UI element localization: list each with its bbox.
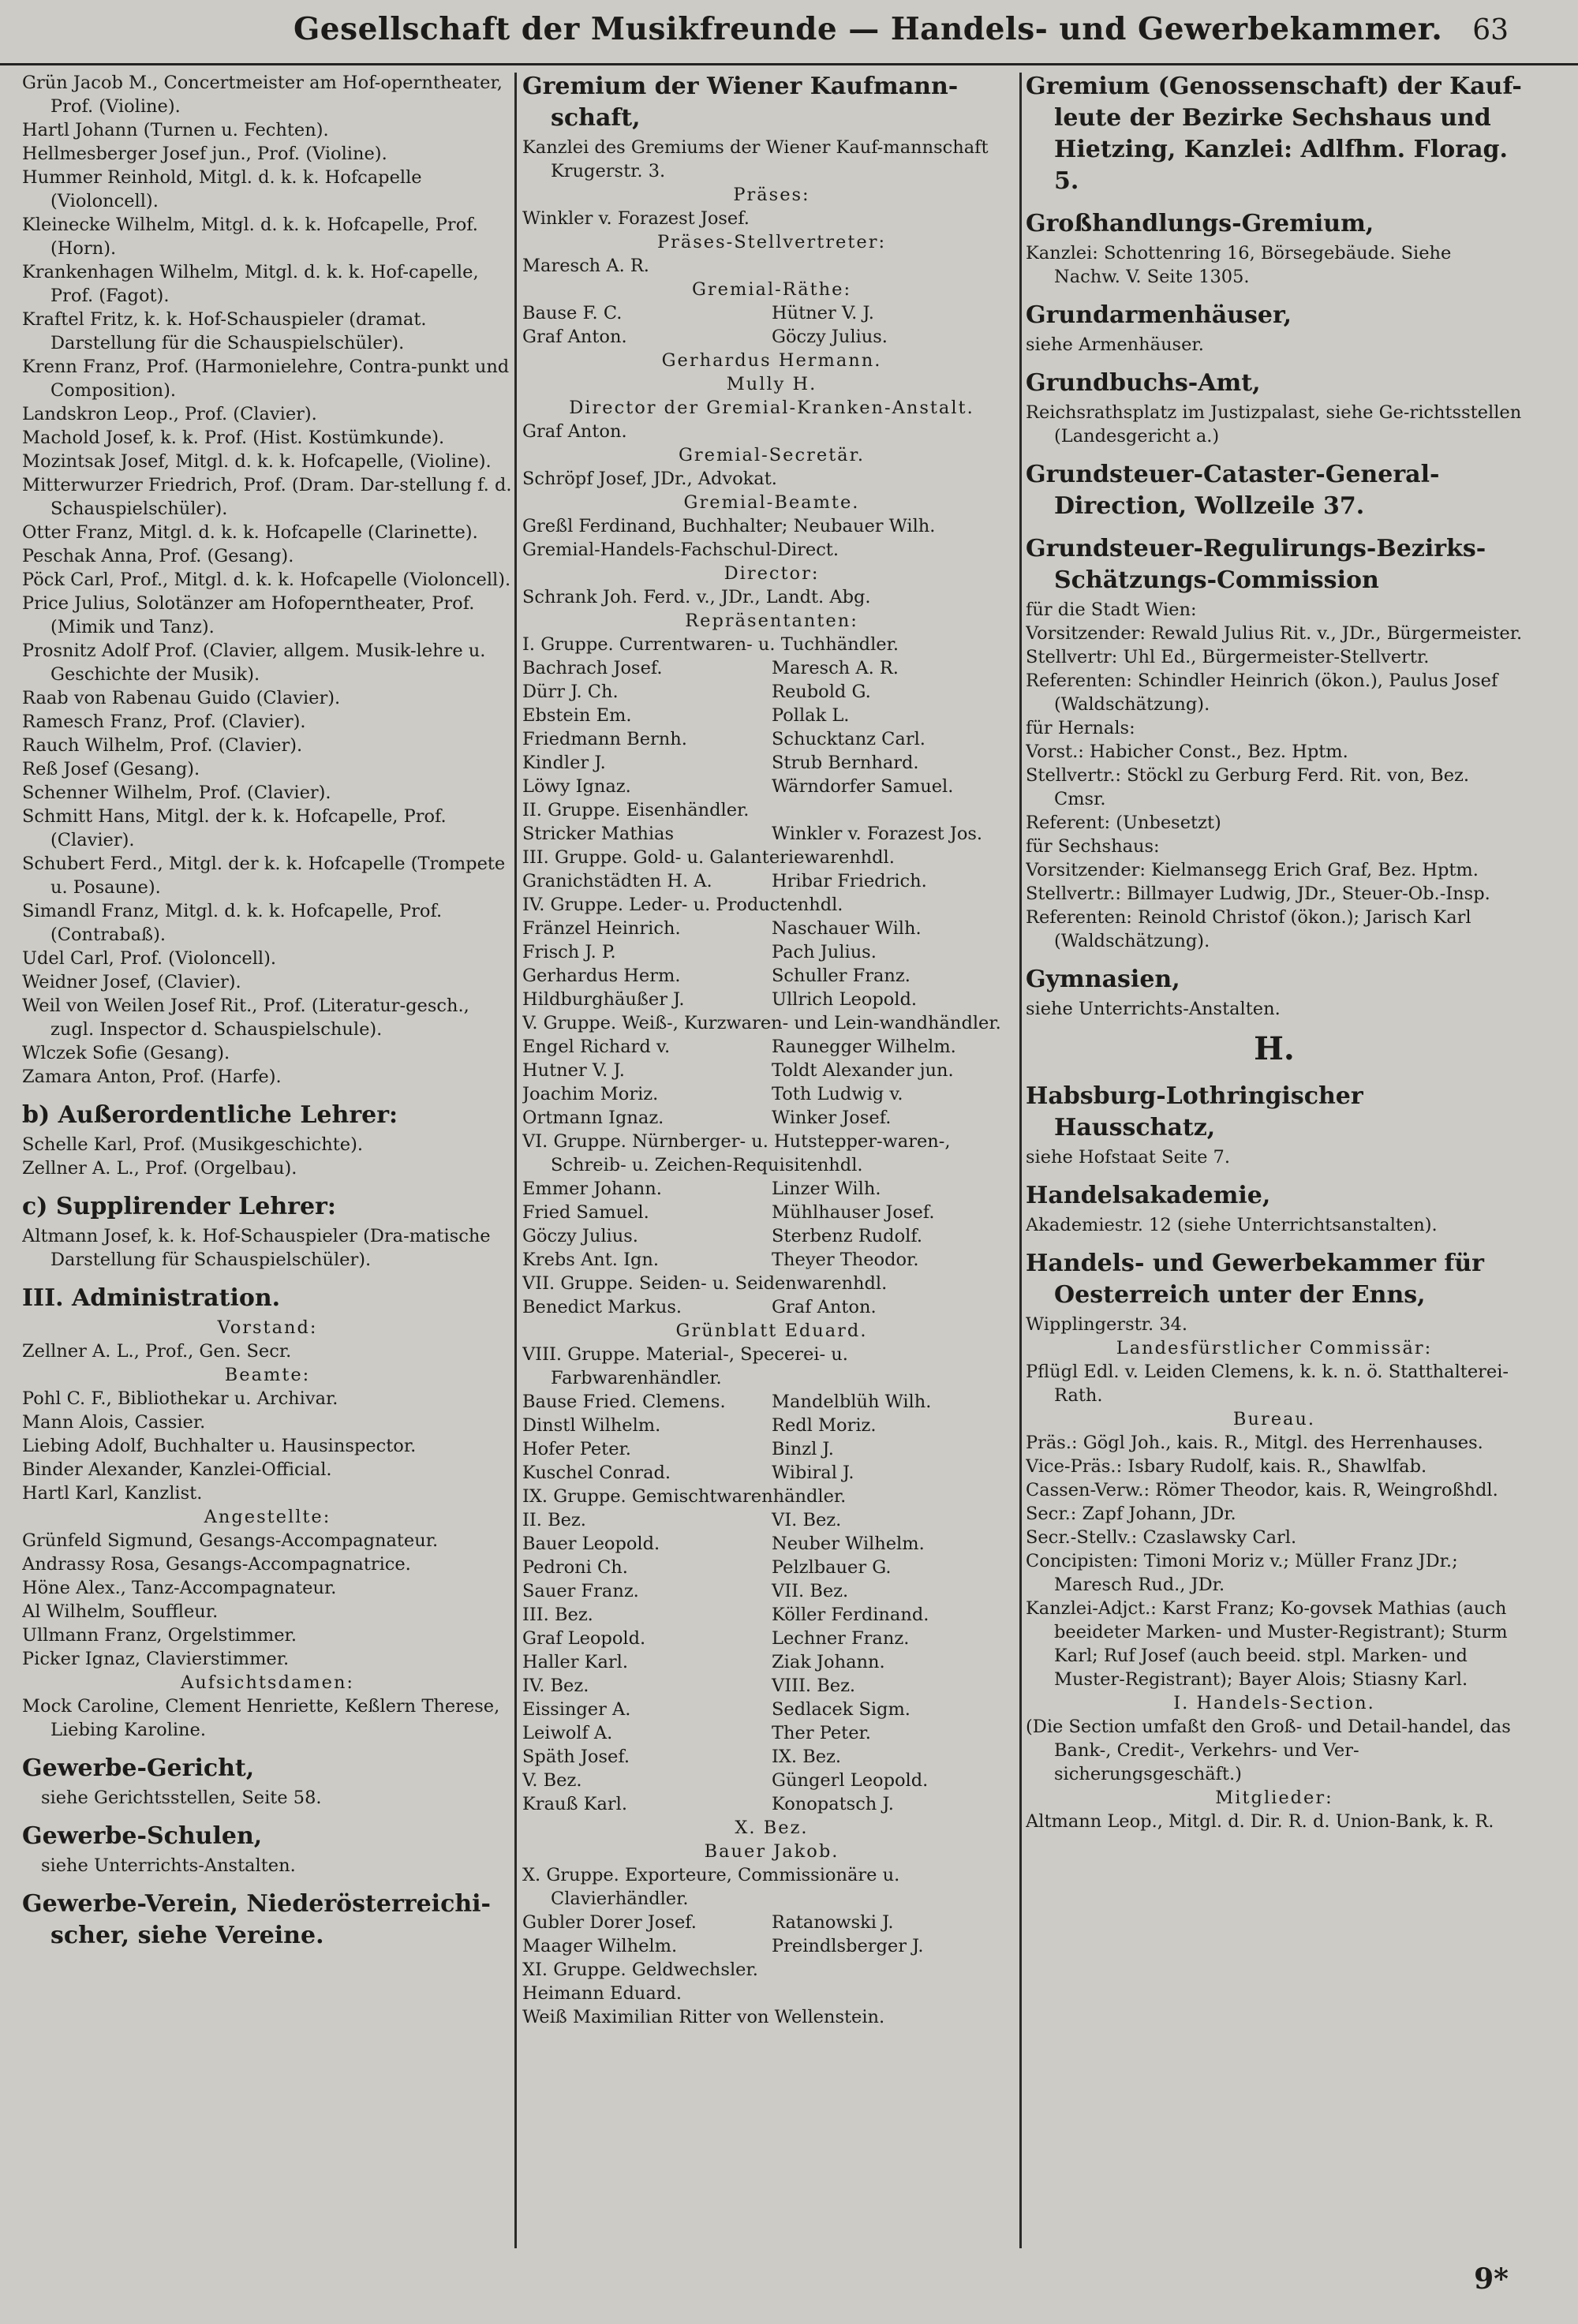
entry: Vorst.: Habicher Const., Bez. Hptm. — [1026, 742, 1348, 762]
entry: Mitterwurzer Friedrich, Prof. (Dram. Dar-stellung f. d. Schauspielschüler). — [22, 475, 512, 519]
entry: Wlczek Sofie (Gesang). — [22, 1043, 230, 1063]
entry: siehe Armenhäuser. — [1026, 334, 1204, 355]
entry-pair — [522, 775, 1021, 798]
entry: für Hernals: — [1026, 718, 1135, 738]
entry: Kanzlei: Schottenring 16, Börsegebäude. Siehe Nachw. V. Seite 1305. — [1026, 243, 1452, 287]
entry-name: Ziak Johann. — [772, 1652, 885, 1672]
entry-name: Hribar Friedrich. — [772, 871, 927, 891]
entry: Wipplingerstr. 34. — [1026, 1314, 1188, 1335]
entry-pair — [522, 1295, 1021, 1319]
entry-pair — [522, 1532, 1021, 1556]
entry: Schmitt Hans, Mitgl. der k. k. Hofcapelle, Prof. (Clavier). — [22, 806, 447, 850]
entry-pair — [522, 727, 1021, 751]
entry-pair — [522, 1414, 1021, 1437]
entry: Otter Franz, Mitgl. d. k. k. Hofcapelle (Clarinette). — [22, 522, 478, 543]
subheading: Gremial-Secretär. — [678, 445, 866, 465]
subheading: Bureau. — [1232, 1409, 1316, 1429]
entry-pair — [522, 680, 1021, 704]
entry: VIII. Gruppe. Material-, Specerei- u. Farbwarenhändler. — [522, 1344, 848, 1388]
entry: IV. Gruppe. Leder- u. Productenhdl. — [522, 895, 843, 915]
subheading: Director der Gremial-Kranken-Anstalt. — [569, 398, 974, 418]
entry: Greßl Ferdinand, Buchhalter; Neubauer Wilh. — [522, 516, 936, 536]
subheading: Grünblatt Eduard. — [675, 1321, 868, 1341]
section-heading: Gremium der Wiener Kaufmann-schaft, — [522, 73, 959, 132]
section-heading: Grundarmenhäuser, — [1026, 301, 1292, 329]
entry-name: II. Bez. — [522, 1510, 586, 1530]
cross-reference: siehe Unterrichts-Anstalten. — [41, 1855, 296, 1876]
entry-pair — [522, 325, 1021, 349]
entry-name: Pedroni Ch. — [522, 1557, 628, 1578]
entry: Heimann Eduard. — [522, 1983, 682, 2004]
subheading: X. Bez. — [735, 1818, 809, 1838]
entry-name: Eissinger A. — [522, 1699, 631, 1720]
entry: Kanzlei des Gremiums der Wiener Kauf-mannschaft Krugerstr. 3. — [522, 137, 989, 181]
section-heading: Gewerbe-Schulen, — [22, 1822, 263, 1850]
entry: Krankenhagen Wilhelm, Mitgl. d. k. k. Hof-capelle, Prof. (Fagot). — [22, 262, 479, 306]
entry-pair — [522, 1674, 1021, 1698]
subheading: Aufsichtsdamen: — [180, 1672, 355, 1693]
entry-name: Fried Samuel. — [522, 1202, 649, 1223]
entry-name: Graf Anton. — [772, 1297, 877, 1317]
entry-pair — [522, 1721, 1021, 1745]
entry: Raab von Rabenau Guido (Clavier). — [22, 688, 341, 708]
entry-name: Emmer Johann. — [522, 1179, 662, 1199]
entry-pair — [522, 656, 1021, 680]
entry: Kleinecke Wilhelm, Mitgl. d. k. k. Hofcapelle, Prof. (Horn). — [22, 215, 478, 259]
entry-pair — [522, 1059, 1021, 1082]
entry-name: Strub Bernhard. — [772, 753, 919, 773]
entry-name: Schucktanz Carl. — [772, 729, 925, 749]
entry: Peschak Anna, Prof. (Gesang). — [22, 546, 294, 566]
entry: Reß Josef (Gesang). — [22, 759, 200, 779]
column-rule-1 — [514, 73, 517, 2248]
entry-name: Mühlhauser Josef. — [772, 1202, 935, 1223]
entry-pair — [522, 1911, 1021, 1934]
entry-pair — [522, 1177, 1021, 1201]
entry-name: Binzl J. — [772, 1439, 834, 1459]
entry-name: Joachim Moriz. — [522, 1084, 659, 1104]
running-header — [0, 0, 1578, 65]
entry: VII. Gruppe. Seiden- u. Seidenwarenhdl. — [522, 1273, 888, 1294]
entry: Höne Alex., Tanz-Accompagnateur. — [22, 1578, 337, 1598]
entry-name: Pollak L. — [772, 705, 850, 726]
entry-name: Mandelblüh Wilh. — [772, 1392, 932, 1412]
entry-name: Stricker Mathias — [522, 824, 675, 844]
entry-name: Maresch A. R. — [772, 658, 899, 678]
entry-name: Wärndorfer Samuel. — [772, 776, 954, 797]
entry-name: Graf Anton. — [522, 327, 627, 347]
entry-name: Leiwolf A. — [522, 1723, 613, 1743]
entry: X. Gruppe. Exporteure, Commissionäre u. Clavierhändler. — [522, 1865, 900, 1909]
entry: Reichsrathsplatz im Justizpalast, siehe Ge-richtsstellen (Landesgericht a.) — [1026, 402, 1522, 446]
entry-pair — [522, 1579, 1021, 1603]
section-heading: Grundbuchs-Amt, — [1026, 369, 1261, 397]
entry-name: Ther Peter. — [772, 1723, 871, 1743]
entry: I. Gruppe. Currentwaren- u. Tuchhändler. — [522, 634, 899, 655]
section-heading: b) Außerordentliche Lehrer: — [22, 1101, 398, 1129]
subheading: Mully H. — [726, 374, 817, 394]
entry-name: Ratanowski J. — [772, 1912, 894, 1933]
subheading: Landesfürstlicher Commissär: — [1116, 1338, 1433, 1358]
entry: Simandl Franz, Mitgl. d. k. k. Hofcapelle, Prof. (Contrabaß). — [22, 901, 443, 945]
entry-pair — [522, 1934, 1021, 1958]
entry: Price Julius, Solotänzer am Hofoperntheater, Prof. (Mimik und Tanz). — [22, 593, 475, 637]
section-heading: Gewerbe-Gericht, — [22, 1754, 255, 1782]
entry: Referenten: Reinold Christof (ökon.); Jarisch Karl (Waldschätzung). — [1026, 907, 1471, 951]
column-middle — [522, 71, 1021, 2248]
entry: Vorsitzender: Rewald Julius Rit. v., JDr., Bürgermeister. — [1026, 623, 1523, 644]
entry-name: Naschauer Wilh. — [772, 918, 922, 939]
entry-name: Bachrach Josef. — [522, 658, 663, 678]
subheading: Vorstand: — [217, 1317, 318, 1338]
entry: Präs.: Gögl Joh., kais. R., Mitgl. des Herrenhauses. — [1026, 1433, 1483, 1453]
entry-name: Gubler Dorer Josef. — [522, 1912, 697, 1933]
entry-name: Ullrich Leopold. — [772, 989, 918, 1010]
entry: Ullmann Franz, Orgelstimmer. — [22, 1625, 297, 1646]
entry: Kanzlei-Adjct.: Karst Franz; Ko-govsek Mathias (auch beeideter Marken- und Muster-Registrant); Sturm Karl; Ruf Josef (auch beeid. stpl. Marken- und Muster-Registrant); Bayer Alois; Stiasny Karl. — [1026, 1598, 1508, 1690]
subheading: I. Handels-Section. — [1173, 1693, 1375, 1713]
entry-name: Wibiral J. — [772, 1463, 854, 1483]
entry-pair — [522, 940, 1021, 964]
entry: Liebing Adolf, Buchhalter u. Hausinspector. — [22, 1436, 417, 1456]
entry-name: Fränzel Heinrich. — [522, 918, 681, 939]
entry: Grün Jacob M., Concertmeister am Hof-operntheater, Prof. (Violine). — [22, 73, 503, 117]
entry: Stellvertr: Uhl Ed., Bürgermeister-Stellvertr. — [1026, 647, 1430, 667]
section-heading: Handels- und Gewerbekammer für Oesterreich unter der Enns, — [1026, 1250, 1484, 1309]
entry-name: Hütner V. J. — [772, 303, 874, 323]
entry-name: Preindlsberger J. — [772, 1936, 924, 1956]
entry: Schröpf Josef, JDr., Advokat. — [522, 469, 777, 489]
entry-name: Frisch J. P. — [522, 942, 616, 962]
signature-mark: 9* — [1474, 2262, 1509, 2296]
letter-heading: H. — [1254, 1030, 1295, 1067]
entry: Al Wilhelm, Souffleur. — [22, 1601, 219, 1622]
entry-name: Granichstädten H. A. — [522, 871, 712, 891]
subheading: Beamte: — [224, 1365, 311, 1385]
entry-pair — [522, 1106, 1021, 1130]
entry: Zamara Anton, Prof. (Harfe). — [22, 1067, 282, 1087]
entry-name: Hofer Peter. — [522, 1439, 631, 1459]
cross-reference: siehe Gerichtsstellen, Seite 58. — [41, 1788, 322, 1808]
entry-pair — [522, 1792, 1021, 1816]
entry: Gremial-Handels-Fachschul-Direct. — [522, 540, 839, 560]
entry-name: V. Bez. — [522, 1770, 582, 1791]
entry: Weiß Maximilian Ritter von Wellenstein. — [522, 2007, 885, 2027]
entry-pair — [522, 1461, 1021, 1485]
entry-name: Raunegger Wilhelm. — [772, 1037, 956, 1057]
entry: Weil von Weilen Josef Rit., Prof. (Literatur-gesch., zugl. Inspector d. Schauspielschule). — [22, 996, 469, 1040]
entry: siehe Hofstaat Seite 7. — [1026, 1147, 1231, 1168]
entry: Schubert Ferd., Mitgl. der k. k. Hofcapelle (Trompete u. Posaune). — [22, 854, 506, 898]
entry-pair — [522, 1082, 1021, 1106]
section-heading: III. Administration. — [22, 1284, 281, 1312]
entry: Mozintsak Josef, Mitgl. d. k. k. Hofcapelle, (Violine). — [22, 451, 492, 472]
entry-name: Ortmann Ignaz. — [522, 1108, 664, 1128]
entry-name: Sedlacek Sigm. — [772, 1699, 911, 1720]
entry: Zellner A. L., Prof. (Orgelbau). — [22, 1158, 297, 1179]
entry: Secr.: Zapf Johann, JDr. — [1026, 1504, 1236, 1524]
entry: Concipisten: Timoni Moriz v.; Müller Franz JDr.; Maresch Rud., JDr. — [1026, 1551, 1458, 1595]
subheading: Repräsentanten: — [685, 611, 858, 631]
entry: Secr.-Stellv.: Czaslawsky Carl. — [1026, 1527, 1297, 1548]
entry-pair — [522, 1627, 1021, 1650]
entry-pair — [522, 964, 1021, 988]
entry-pair — [522, 1201, 1021, 1224]
entry-name: Theyer Theodor. — [772, 1250, 919, 1270]
entry: XI. Gruppe. Geldwechsler. — [522, 1960, 758, 1980]
entry-name: Bause F. C. — [522, 303, 623, 323]
entry: Pöck Carl, Prof., Mitgl. d. k. k. Hofcapelle (Violoncell). — [22, 570, 511, 590]
entry-name: Konopatsch J. — [772, 1794, 894, 1814]
entry-name: Friedmann Bernh. — [522, 729, 687, 749]
entry-pair — [522, 1603, 1021, 1627]
entry-pair — [522, 1745, 1021, 1769]
entry-name: IX. Bez. — [772, 1747, 842, 1767]
entry: Vice-Präs.: Isbary Rudolf, kais. R., Shawlfab. — [1026, 1456, 1427, 1477]
entry-name: Göczy Julius. — [772, 327, 888, 347]
section-heading: Gremium (Genossenschaft) der Kauf-leute der Bezirke Sechshaus und Hietzing, Kanzlei: Adlfhm. Florag. 5. — [1026, 73, 1522, 195]
entry: Vorsitzender: Kielmansegg Erich Graf, Bez. Hptm. — [1026, 860, 1479, 880]
entry: Referent: (Unbesetzt) — [1026, 813, 1221, 833]
entry-name: Krauß Karl. — [522, 1794, 627, 1814]
entry: Hartl Johann (Turnen u. Fechten). — [22, 120, 329, 140]
entry: Akademiestr. 12 (siehe Unterrichtsanstalten). — [1026, 1215, 1438, 1235]
subheading: Präses: — [733, 185, 810, 205]
entry-name: VII. Bez. — [772, 1581, 849, 1601]
entry: Hellmesberger Josef jun., Prof. (Violine). — [22, 144, 387, 164]
entry: Hartl Karl, Kanzlist. — [22, 1483, 203, 1504]
section-heading: Gymnasien, — [1026, 966, 1180, 993]
entry: Machold Josef, k. k. Prof. (Hist. Kostümkunde). — [22, 428, 445, 448]
entry: Cassen-Verw.: Römer Theodor, kais. R, Weingroßhdl. — [1026, 1480, 1498, 1500]
entry: Krenn Franz, Prof. (Harmonielehre, Contra-punkt und Composition). — [22, 357, 510, 401]
entry: Winkler v. Forazest Josef. — [522, 208, 750, 229]
entry: (Die Section umfaßt den Groß- und Detail-handel, das Bank-, Credit-, Verkehrs- und Ver-sicherungsgeschäft.) — [1026, 1717, 1511, 1784]
entry-pair — [522, 1035, 1021, 1059]
entry-name: Güngerl Leopold. — [772, 1770, 929, 1791]
entry: Referenten: Schindler Heinrich (ökon.), Paulus Josef (Waldschätzung). — [1026, 671, 1498, 715]
entry: III. Gruppe. Gold- u. Galanteriewarenhdl. — [522, 847, 895, 868]
entry-name: Lechner Franz. — [772, 1628, 910, 1649]
subheading: Gerhardus Hermann. — [661, 350, 882, 371]
entry-name: Späth Josef. — [522, 1747, 630, 1767]
entry: für die Stadt Wien: — [1026, 600, 1197, 620]
entry-name: Redl Moriz. — [772, 1415, 877, 1436]
entry-pair — [522, 704, 1021, 727]
entry: Mock Caroline, Clement Henriette, Keßlern Therese, Liebing Karoline. — [22, 1696, 500, 1740]
entry: Grünfeld Sigmund, Gesangs-Accompagnateur. — [22, 1530, 439, 1551]
entry: Stellvertr.: Stöckl zu Gerburg Ferd. Rit. von, Bez. Cmsr. — [1026, 765, 1470, 809]
entry: Schenner Wilhelm, Prof. (Clavier). — [22, 783, 331, 803]
entry-name: Pach Julius. — [772, 942, 877, 962]
entry-name: Dinstl Wilhelm. — [522, 1415, 661, 1436]
entry-pair — [522, 1224, 1021, 1248]
entry-pair — [522, 869, 1021, 893]
entry: Picker Ignaz, Clavierstimmer. — [22, 1649, 290, 1669]
entry: siehe Unterrichts-Anstalten. — [1026, 999, 1281, 1019]
entry: Zellner A. L., Prof., Gen. Secr. — [22, 1341, 292, 1362]
entry: Binder Alexander, Kanzlei-Official. — [22, 1459, 332, 1480]
entry: Pohl C. F., Bibliothekar u. Archivar. — [22, 1388, 338, 1409]
entry-name: VI. Bez. — [772, 1510, 842, 1530]
entry-name: Maager Wilhelm. — [522, 1936, 678, 1956]
entry-name: Hutner V. J. — [522, 1060, 625, 1081]
section-heading: Grundsteuer-Cataster-General-Direction, Wollzeile 37. — [1026, 461, 1440, 520]
entry: Hummer Reinhold, Mitgl. d. k. k. Hofcapelle (Violoncell). — [22, 167, 422, 211]
section-heading: Handelsakademie, — [1026, 1182, 1271, 1209]
entry-pair — [522, 751, 1021, 775]
entry-name: Kindler J. — [522, 753, 606, 773]
entry-pair — [522, 822, 1021, 846]
subheading: Gremial-Beamte. — [683, 492, 860, 513]
entry-name: Sauer Franz. — [522, 1581, 639, 1601]
entry-name: Göczy Julius. — [522, 1226, 638, 1246]
entry-pair — [522, 301, 1021, 325]
subheading: Gremial-Räthe: — [691, 279, 852, 300]
entry-name: Hildburghäußer J. — [522, 989, 685, 1010]
entry: VI. Gruppe. Nürnberger- u. Hutstepper-waren-, Schreib- u. Zeichen-Requisitenhdl. — [522, 1131, 951, 1175]
entry-name: Pelzlbauer G. — [772, 1557, 892, 1578]
entry-name: Engel Richard v. — [522, 1037, 671, 1057]
entry-name: III. Bez. — [522, 1605, 593, 1625]
entry-name: Krebs Ant. Ign. — [522, 1250, 660, 1270]
entry: Pflügl Edl. v. Leiden Clemens, k. k. n. ö. Statthalterei-Rath. — [1026, 1362, 1509, 1406]
section-heading: Gewerbe-Verein, Niederösterreichi-scher, siehe Vereine. — [22, 1890, 491, 1949]
section-heading: Grundsteuer-Regulirungs-Bezirks-Schätzungs-Commission — [1026, 535, 1486, 594]
entry-name: IV. Bez. — [522, 1676, 589, 1696]
column-left — [22, 71, 513, 2248]
entry-name: Gerhardus Herm. — [522, 966, 681, 986]
entry: Altmann Leop., Mitgl. d. Dir. R. d. Union-Bank, k. R. — [1026, 1811, 1494, 1832]
entry: Rauch Wilhelm, Prof. (Clavier). — [22, 735, 303, 756]
entry-name: Ebstein Em. — [522, 705, 632, 726]
subheading: Director: — [724, 563, 820, 584]
entry: V. Gruppe. Weiß-, Kurzwaren- und Lein-wandhändler. — [522, 1013, 1001, 1033]
subheading: Bauer Jakob. — [704, 1841, 839, 1862]
entry-name: Linzer Wilh. — [772, 1179, 881, 1199]
entry: Landskron Leop., Prof. (Clavier). — [22, 404, 317, 424]
entry-name: Haller Karl. — [522, 1652, 628, 1672]
entry-pair — [522, 1248, 1021, 1272]
page-number: 63 — [1472, 14, 1509, 47]
entry-pair — [522, 1698, 1021, 1721]
entry-name: Schuller Franz. — [772, 966, 911, 986]
entry-name: VIII. Bez. — [772, 1676, 856, 1696]
entry: Graf Anton. — [522, 421, 627, 442]
page-title: Gesellschaft der Musikfreunde — Handels- und Gewerbekammer. — [294, 11, 1443, 47]
entry-name: Dürr J. Ch. — [522, 682, 619, 702]
entry: IX. Gruppe. Gemischtwarenhändler. — [522, 1486, 847, 1507]
entry-pair — [522, 1769, 1021, 1792]
column-right — [1026, 71, 1523, 2248]
entry-name: Sterbenz Rudolf. — [772, 1226, 922, 1246]
section-heading: Habsburg-Lothringischer Hausschatz, — [1026, 1082, 1363, 1141]
entry: Udel Carl, Prof. (Violoncell). — [22, 948, 277, 969]
section-heading: c) Supplirender Lehrer: — [22, 1193, 336, 1220]
entry-name: Bause Fried. Clemens. — [522, 1392, 726, 1412]
entry: Schelle Karl, Prof. (Musikgeschichte). — [22, 1134, 364, 1155]
entry-name: Reubold G. — [772, 682, 871, 702]
entry-name: Graf Leopold. — [522, 1628, 646, 1649]
entry: Stellvertr.: Billmayer Ludwig, JDr., Steuer-Ob.-Insp. — [1026, 884, 1490, 904]
entry: Schrank Joh. Ferd. v., JDr., Landt. Abg. — [522, 587, 871, 607]
entry: Altmann Josef, k. k. Hof-Schauspieler (Dra-matische Darstellung für Schauspielschüler). — [22, 1226, 491, 1270]
entry-pair — [522, 1650, 1021, 1674]
entry: II. Gruppe. Eisenhändler. — [522, 800, 750, 820]
entry-name: Köller Ferdinand. — [772, 1605, 929, 1625]
entry-pair — [522, 917, 1021, 940]
entry: Mann Alois, Cassier. — [22, 1412, 206, 1433]
entry-pair — [522, 1390, 1021, 1414]
entry: Weidner Josef, (Clavier). — [22, 972, 241, 992]
entry-name: Toth Ludwig v. — [772, 1084, 903, 1104]
entry-pair — [522, 1508, 1021, 1532]
entry: für Sechshaus: — [1026, 836, 1160, 857]
entry: Prosnitz Adolf Prof. (Clavier, allgem. Musik-lehre u. Geschichte der Musik). — [22, 641, 486, 685]
entry: Andrassy Rosa, Gesangs-Accompagnatrice. — [22, 1554, 411, 1575]
section-heading: Großhandlungs-Gremium, — [1026, 210, 1374, 237]
subheading: Mitglieder: — [1215, 1788, 1333, 1808]
entry: Kraftel Fritz, k. k. Hof-Schauspieler (dramat. Darstellung für die Schauspielschüler). — [22, 309, 427, 353]
entry-name: Bauer Leopold. — [522, 1534, 660, 1554]
entry-pair — [522, 1556, 1021, 1579]
entry-name: Benedict Markus. — [522, 1297, 682, 1317]
entry-name: Löwy Ignaz. — [522, 776, 631, 797]
entry-name: Winkler v. Forazest Jos. — [772, 824, 983, 844]
entry-pair — [522, 988, 1021, 1011]
entry-name: Neuber Wilhelm. — [772, 1534, 925, 1554]
entry-name: Toldt Alexander jun. — [772, 1060, 954, 1081]
entry-name: Winker Josef. — [772, 1108, 892, 1128]
entry-name: Kuschel Conrad. — [522, 1463, 671, 1483]
entry: Maresch A. R. — [522, 256, 649, 276]
subheading: Präses-Stellvertreter: — [656, 232, 887, 252]
entry: Ramesch Franz, Prof. (Clavier). — [22, 712, 306, 732]
subheading: Angestellte: — [204, 1507, 331, 1527]
entry-pair — [522, 1437, 1021, 1461]
